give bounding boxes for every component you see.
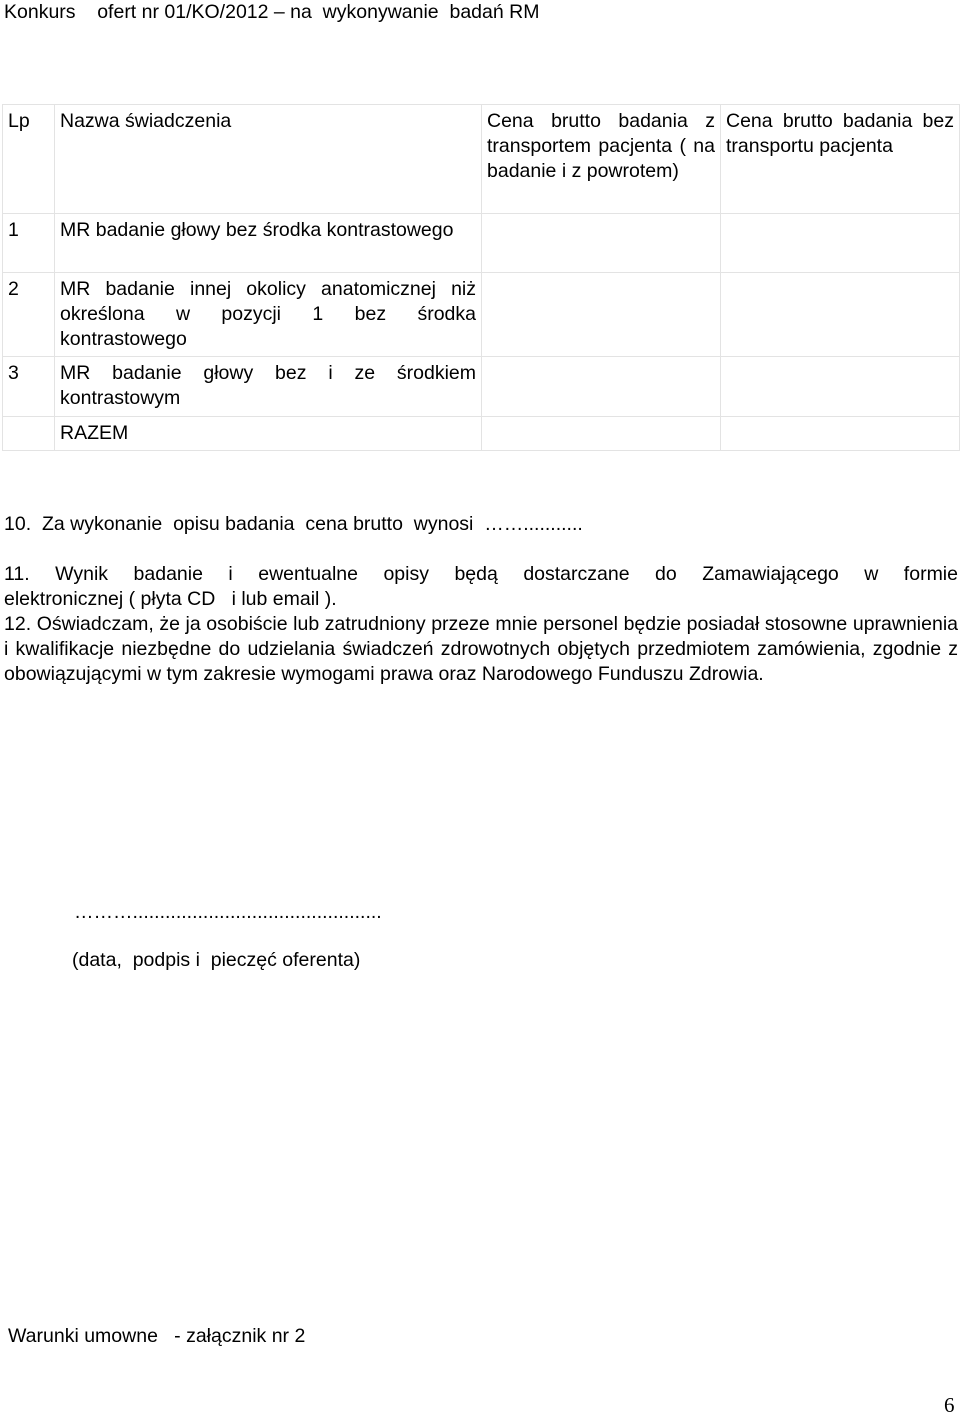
table-header-row (3, 105, 960, 214)
row-price-with-transport[interactable] (482, 214, 721, 273)
row-lp: 1 (3, 214, 55, 273)
table-row (3, 357, 960, 417)
total-label: RAZEM (55, 417, 482, 451)
clause-11-line-2: elektronicznej ( płyta CD i lub email ). (4, 588, 337, 610)
table-row (3, 214, 960, 273)
row-price-without-transport[interactable] (721, 273, 960, 357)
row-service-name: MR badanie głowy bez środka kontrastowego (55, 214, 482, 273)
row-lp: 2 (3, 273, 55, 357)
footer-text: Warunki umowne - załącznik nr 2 (8, 1325, 306, 1347)
clause-12: 12. Oświadczam, że ja osobiście lub zatrudniony przeze mnie personel będzie posiadał stosowne uprawnienia i kwalifikacje niezbędne do udzielania świadczeń zdrowotnych objętych przedmiotem zamówienia, zgodnie z obowiązującymi w tym zakresie wymogami prawa oraz Narodowego Funduszu Zdrowia. (4, 613, 958, 685)
total-price-without-transport[interactable] (721, 417, 960, 451)
header-price-with-transport: Cena brutto badania z transportem pacjenta ( na badanie i z powrotem) (482, 105, 721, 214)
row-service-name: MR badanie innej okolicy anatomicznej niż określona w pozycji 1 bez środka kontrastowego (55, 273, 482, 357)
row-service-name: MR badanie głowy bez i ze środkiem kontrastowym (55, 357, 482, 417)
header-price-without-transport: Cena brutto badania bez transportu pacjenta (721, 105, 960, 214)
table-row (3, 273, 960, 357)
signature-line: ……….............................................. (74, 901, 382, 923)
row-price-without-transport[interactable] (721, 357, 960, 417)
total-price-with-transport[interactable] (482, 417, 721, 451)
row-price-with-transport[interactable] (482, 273, 721, 357)
signature-caption: (data, podpis i pieczęć oferenta) (72, 949, 361, 971)
row-price-with-transport[interactable] (482, 357, 721, 417)
price-table (2, 104, 960, 451)
header-service-name: Nazwa świadczenia (55, 105, 482, 214)
document-title: Konkurs ofert nr 01/KO/2012 – na wykonywanie badań RM (4, 1, 540, 23)
row-price-without-transport[interactable] (721, 214, 960, 273)
clause-10: 10. Za wykonanie opisu badania cena brutto wynosi ……........... (4, 513, 583, 535)
clause-11-line-1: 11. Wynik badanie i ewentualne opisy będą dostarczane do Zamawiającego w formie (4, 563, 958, 585)
page-number: 6 (944, 1393, 955, 1417)
header-lp: Lp (3, 105, 55, 214)
total-lp-empty (3, 417, 55, 451)
row-lp: 3 (3, 357, 55, 417)
table-total-row (3, 417, 960, 451)
